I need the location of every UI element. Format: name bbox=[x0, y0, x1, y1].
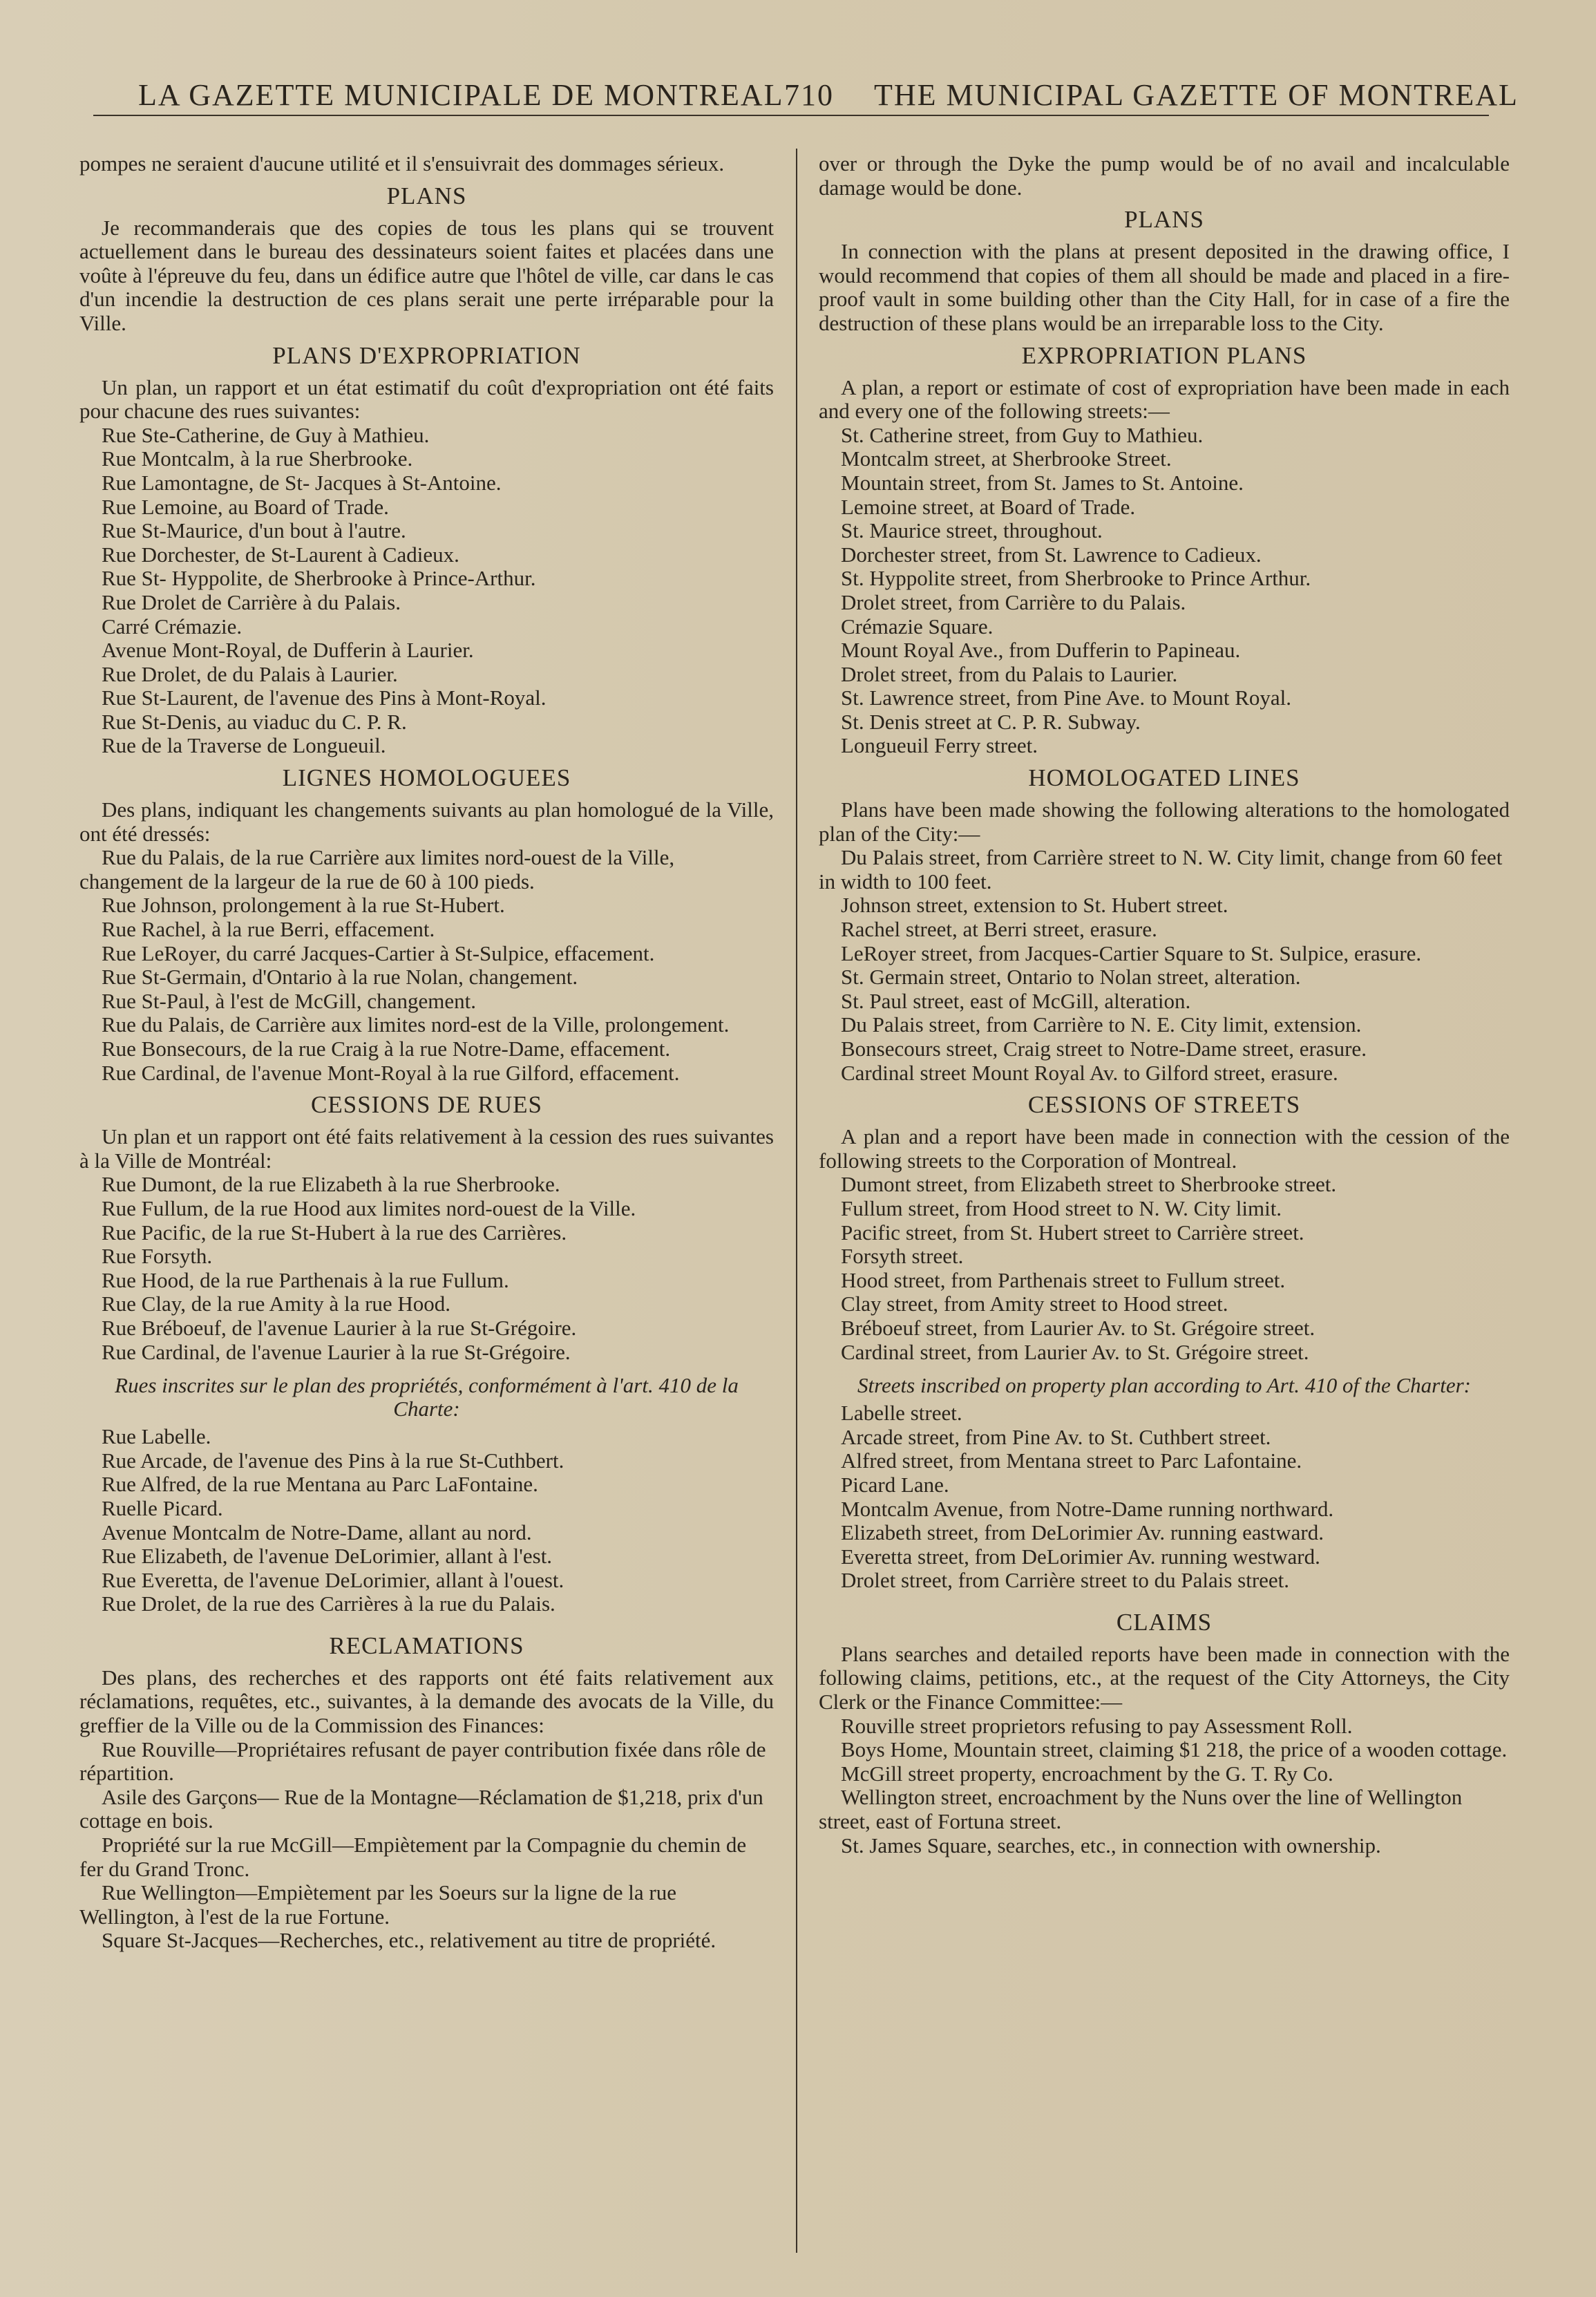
list-item: Ruelle Picard. bbox=[102, 1495, 223, 1520]
intro-paragraph: pompes ne seraient d'aucune utilité et il s'ensuivrait des dommages sérieux. bbox=[79, 151, 725, 176]
cessions-paragraph: Un plan et un rapport ont été faits relativement à la cession des rues suivantes à la Ville de Montréal: bbox=[79, 1124, 774, 1173]
list-item: Longueuil Ferry street. bbox=[841, 733, 1038, 758]
reclamations-paragraph: Des plans, des recherches et des rapports ont été faits relativement aux réclamations, requêtes, etc., suivantes, à la demande des avocats de la Ville, du greffier de la Ville ou de la Commission des Finances: bbox=[79, 1665, 774, 1738]
french-column bbox=[79, 152, 774, 1953]
list-item: St. James Square, searches, etc., in connection with ownership. bbox=[841, 1833, 1381, 1858]
list-item: Rue Dorchester, de St-Laurent à Cadieux. bbox=[102, 542, 459, 567]
list-item: Rue Arcade, de l'avenue des Pins à la rue St-Cuthbert. bbox=[102, 1448, 564, 1473]
list-item: Cardinal street, from Laurier Av. to St. Grégoire street. bbox=[841, 1339, 1309, 1364]
list-item: Rue St-Germain, d'Ontario à la rue Nolan, changement. bbox=[102, 965, 578, 990]
header-rule bbox=[93, 115, 1489, 116]
column-divider bbox=[796, 149, 797, 2253]
list-item: Pacific street, from St. Hubert street to Carrière street. bbox=[841, 1220, 1304, 1245]
list-item: Rue Forsyth. bbox=[102, 1244, 213, 1269]
list-item: Rue Alfred, de la rue Mentana au Parc LaFontaine. bbox=[102, 1472, 538, 1497]
rues-inscrites-list bbox=[79, 1425, 774, 1616]
list-item: Carré Crémazie. bbox=[102, 614, 243, 639]
list-item: Drolet street, from Carrière to du Palais. bbox=[841, 589, 1186, 614]
list-item: Rue St-Paul, à l'est de McGill, changement. bbox=[102, 988, 476, 1013]
list-item: Mountain street, from St. James to St. Antoine. bbox=[841, 470, 1244, 495]
claims-paragraph: Plans searches and detailed reports have been made in connection with the following claims, petitions, etc., at the request of the City Attorneys, the City Clerk or the Finance Committee:— bbox=[819, 1641, 1510, 1714]
list-item: Cardinal street Mount Royal Av. to Gilford street, erasure. bbox=[841, 1060, 1338, 1085]
list-item: Rue St-Laurent, de l'avenue des Pins à Mont-Royal. bbox=[102, 686, 547, 710]
list-item: Rue St- Hyppolite, de Sherbrooke à Prince-Arthur. bbox=[102, 566, 536, 591]
list-item: Labelle street. bbox=[841, 1401, 962, 1426]
section-title-homologated: HOMOLOGATED LINES bbox=[1028, 764, 1300, 792]
section-title-rues-inscrites: Rues inscrites sur le plan des propriétés, conformément à l'art. 410 de la Charte: bbox=[115, 1373, 739, 1421]
list-item: Rue Pacific, de la rue St-Hubert à la rue des Carrières. bbox=[102, 1220, 567, 1245]
list-item: Rue Hood, de la rue Parthenais à la rue Fullum. bbox=[102, 1267, 509, 1292]
list-item: Dumont street, from Elizabeth street to Sherbrooke street. bbox=[841, 1172, 1337, 1197]
list-item: Du Palais street, from Carrière to N. E. City limit, extension. bbox=[841, 1012, 1362, 1037]
list-item: Rue St-Denis, au viaduc du C. P. R. bbox=[102, 709, 407, 734]
list-item: Crémazie Square. bbox=[841, 614, 994, 639]
list-item: Rue de la Traverse de Longueuil. bbox=[102, 733, 386, 758]
claims-list bbox=[819, 1714, 1510, 1858]
list-item: Rue Elizabeth, de l'avenue DeLorimier, allant à l'est. bbox=[102, 1544, 553, 1569]
section-title-plans: PLANS bbox=[386, 182, 467, 209]
list-item: Rue Rouville—Propriétaires refusant de payer contribution fixée dans rôle de répartition. bbox=[79, 1737, 766, 1786]
list-item: McGill street property, encroachment by the G. T. Ry Co. bbox=[841, 1761, 1333, 1786]
list-item: Rue Montcalm, à la rue Sherbrooke. bbox=[102, 446, 413, 471]
list-item: St. Maurice street, throughout. bbox=[841, 518, 1103, 543]
list-item: Rue Lemoine, au Board of Trade. bbox=[102, 494, 389, 519]
list-item: Montcalm Avenue, from Notre-Dame running northward. bbox=[841, 1496, 1334, 1521]
section-title-lignes: LIGNES HOMOLOGUEES bbox=[282, 764, 571, 792]
cessions-list bbox=[79, 1173, 774, 1364]
list-item: Alfred street, from Mentana street to Parc Lafontaine. bbox=[841, 1448, 1302, 1473]
list-item: Picard Lane. bbox=[841, 1472, 949, 1497]
list-item: St. Germain street, Ontario to Nolan street, alteration. bbox=[841, 965, 1301, 990]
list-item: Rue Ste-Catherine, de Guy à Mathieu. bbox=[102, 422, 430, 447]
expropriation-list bbox=[819, 424, 1510, 758]
list-item: Rachel street, at Berri street, erasure. bbox=[841, 917, 1157, 942]
list-item: St. Denis street at C. P. R. Subway. bbox=[841, 709, 1141, 734]
list-item: St. Hyppolite street, from Sherbrooke to Prince Arthur. bbox=[841, 566, 1311, 591]
section-title-streets-inscribed: Streets inscribed on property plan according to Art. 410 of the Charter: bbox=[857, 1373, 1471, 1398]
list-item: Rue LeRoyer, du carré Jacques-Cartier à St-Sulpice, effacement. bbox=[102, 940, 655, 965]
list-item: Rue St-Maurice, d'un bout à l'autre. bbox=[102, 518, 406, 543]
homologated-list bbox=[819, 846, 1510, 1085]
list-item: LeRoyer street, from Jacques-Cartier Square to St. Sulpice, erasure. bbox=[841, 940, 1422, 965]
list-item: Rue Johnson, prolongement à la rue St-Hubert. bbox=[102, 893, 505, 918]
list-item: Drolet street, from du Palais to Laurier. bbox=[841, 661, 1178, 686]
header-title-french: LA GAZETTE MUNICIPALE DE MONTREAL bbox=[138, 78, 784, 112]
list-item: Rue Drolet de Carrière à du Palais. bbox=[102, 589, 401, 614]
lignes-list bbox=[79, 846, 774, 1085]
list-item: Wellington street, encroachment by the Nuns over the line of Wellington street, east of Fortuna street. bbox=[819, 1785, 1463, 1834]
list-item: Rue Labelle. bbox=[102, 1424, 211, 1449]
list-item: Rue du Palais, de la rue Carrière aux limites nord-ouest de la Ville, changement de la largeur de la rue de 60 à 100 pieds. bbox=[79, 845, 675, 894]
expropriation-list bbox=[79, 424, 774, 758]
list-item: Clay street, from Amity street to Hood street. bbox=[841, 1292, 1228, 1316]
section-title-claims: CLAIMS bbox=[1116, 1608, 1213, 1636]
list-item: Rue Lamontagne, de St- Jacques à St-Antoine. bbox=[102, 470, 502, 495]
list-item: Bonsecours street, Craig street to Notre-Dame street, erasure. bbox=[841, 1037, 1367, 1061]
list-item: Dorchester street, from St. Lawrence to Cadieux. bbox=[841, 542, 1262, 567]
cessions-paragraph: A plan and a report have been made in connection with the cession of the following streets to the Corporation of Montreal. bbox=[819, 1124, 1510, 1173]
list-item: Rue Drolet, de du Palais à Laurier. bbox=[102, 661, 398, 686]
list-item: Everetta street, from DeLorimier Av. running westward. bbox=[841, 1544, 1320, 1569]
list-item: Rue Fullum, de la rue Hood aux limites nord-ouest de la Ville. bbox=[102, 1195, 636, 1220]
list-item: Elizabeth street, from DeLorimier Av. running eastward. bbox=[841, 1520, 1324, 1545]
list-item: Avenue Montcalm de Notre-Dame, allant au nord. bbox=[102, 1520, 532, 1544]
list-item: Rue Drolet, de la rue des Carrières à la rue du Palais. bbox=[102, 1591, 555, 1616]
streets-inscribed-list bbox=[819, 1401, 1510, 1593]
list-item: Rue Wellington—Empiètement par les Soeurs sur la ligne de la rue Wellington, à l'est de la rue Fortune. bbox=[79, 1880, 677, 1929]
section-title-expropriation: EXPROPRIATION PLANS bbox=[1021, 341, 1307, 369]
section-title-reclamations: RECLAMATIONS bbox=[329, 1632, 524, 1659]
list-item: Hood street, from Parthenais street to Fullum street. bbox=[841, 1267, 1286, 1292]
list-item: Propriété sur la rue McGill—Empiètement par la Compagnie du chemin de fer du Grand Tronc. bbox=[79, 1833, 747, 1881]
list-item: Square St-Jacques—Recherches, etc., relativement au titre de propriété. bbox=[102, 1928, 716, 1953]
list-item: St. Paul street, east of McGill, alteration. bbox=[841, 988, 1191, 1013]
expropriation-paragraph: A plan, a report or estimate of cost of expropriation have been made in each and every one of the following streets:— bbox=[819, 375, 1510, 424]
page-number: 710 bbox=[784, 78, 834, 112]
intro-paragraph: over or through the Dyke the pump would be of no avail and incalculable damage would be done. bbox=[819, 151, 1510, 200]
list-item: Rue Cardinal, de l'avenue Laurier à la rue St-Grégoire. bbox=[102, 1339, 571, 1364]
section-title-cessions: CESSIONS DE RUES bbox=[311, 1091, 542, 1119]
section-title-cessions: CESSIONS OF STREETS bbox=[1027, 1091, 1301, 1119]
plans-paragraph: Je recommanderais que des copies de tous les plans qui se trouvent actuellement dans le bureau des dessinateurs soient faites et placées dans une voûte à l'épreuve du feu, dans un édifice autre que l'hôtel de ville, car dans le cas d'un incendie la destruction de ces plans serait une perte irréparable pour la Ville. bbox=[79, 215, 774, 335]
homologated-paragraph: Plans have been made showing the following alterations to the homologated plan of the City:— bbox=[819, 797, 1510, 846]
reclamations-list bbox=[79, 1738, 774, 1953]
list-item: Rue Bréboeuf, de l'avenue Laurier à la rue St-Grégoire. bbox=[102, 1315, 577, 1340]
list-item: Du Palais street, from Carrière street to N. W. City limit, change from 60 feet in width to 100 feet. bbox=[819, 845, 1503, 894]
list-item: Bréboeuf street, from Laurier Av. to St. Grégoire street. bbox=[841, 1315, 1315, 1340]
expropriation-paragraph: Un plan, un rapport et un état estimatif du coût d'expropriation ont été faits pour chacune des rues suivantes: bbox=[79, 375, 774, 424]
list-item: Rue Everetta, de l'avenue DeLorimier, allant à l'ouest. bbox=[102, 1567, 564, 1592]
list-item: Rue Cardinal, de l'avenue Mont-Royal à la rue Gilford, effacement. bbox=[102, 1060, 680, 1085]
cessions-list bbox=[819, 1173, 1510, 1364]
list-item: Asile des Garçons— Rue de la Montagne—Réclamation de $1,218, prix d'un cottage en bois. bbox=[79, 1784, 763, 1833]
section-title-plans: PLANS bbox=[1124, 206, 1204, 234]
list-item: St. Lawrence street, from Pine Ave. to Mount Royal. bbox=[841, 686, 1292, 710]
list-item: Rue Clay, de la rue Amity à la rue Hood. bbox=[102, 1292, 451, 1316]
lignes-paragraph: Des plans, indiquant les changements suivants au plan homologué de la Ville, ont été dressés: bbox=[79, 797, 774, 846]
list-item: Boys Home, Mountain street, claiming $1 218, the price of a wooden cottage. bbox=[841, 1737, 1508, 1762]
list-item: Drolet street, from Carrière street to du Palais street. bbox=[841, 1568, 1290, 1593]
list-item: Rouville street proprietors refusing to pay Assessment Roll. bbox=[841, 1713, 1353, 1738]
list-item: Johnson street, extension to St. Hubert street. bbox=[841, 893, 1228, 918]
list-item: Rue Bonsecours, de la rue Craig à la rue Notre-Dame, effacement. bbox=[102, 1037, 671, 1061]
list-item: Avenue Mont-Royal, de Dufferin à Laurier. bbox=[102, 638, 474, 663]
english-column bbox=[819, 152, 1510, 1858]
list-item: Montcalm street, at Sherbrooke Street. bbox=[841, 446, 1172, 471]
list-item: Forsyth street. bbox=[841, 1244, 964, 1269]
list-item: Lemoine street, at Board of Trade. bbox=[841, 494, 1136, 519]
list-item: Mount Royal Ave., from Dufferin to Papineau. bbox=[841, 638, 1241, 663]
page-header bbox=[131, 77, 1519, 119]
list-item: Arcade street, from Pine Av. to St. Cuthbert street. bbox=[841, 1424, 1271, 1449]
list-item: Rue Dumont, de la rue Elizabeth à la rue Sherbrooke. bbox=[102, 1172, 560, 1197]
list-item: St. Catherine street, from Guy to Mathieu. bbox=[841, 422, 1204, 447]
section-title-expropriation: PLANS D'EXPROPRIATION bbox=[272, 341, 581, 369]
list-item: Rue Rachel, à la rue Berri, effacement. bbox=[102, 917, 435, 942]
list-item: Fullum street, from Hood street to N. W. City limit. bbox=[841, 1195, 1282, 1220]
plans-paragraph: In connection with the plans at present deposited in the drawing office, I would recommend that copies of them all should be made and placed in a fire-proof vault in some building other than the City Hall, for in case of a fire the destruction of these plans would be an irreparable loss to the City. bbox=[819, 239, 1510, 335]
header-title-english: THE MUNICIPAL GAZETTE OF MONTREAL bbox=[874, 78, 1519, 112]
list-item: Rue du Palais, de Carrière aux limites nord-est de la Ville, prolongement. bbox=[102, 1012, 730, 1037]
